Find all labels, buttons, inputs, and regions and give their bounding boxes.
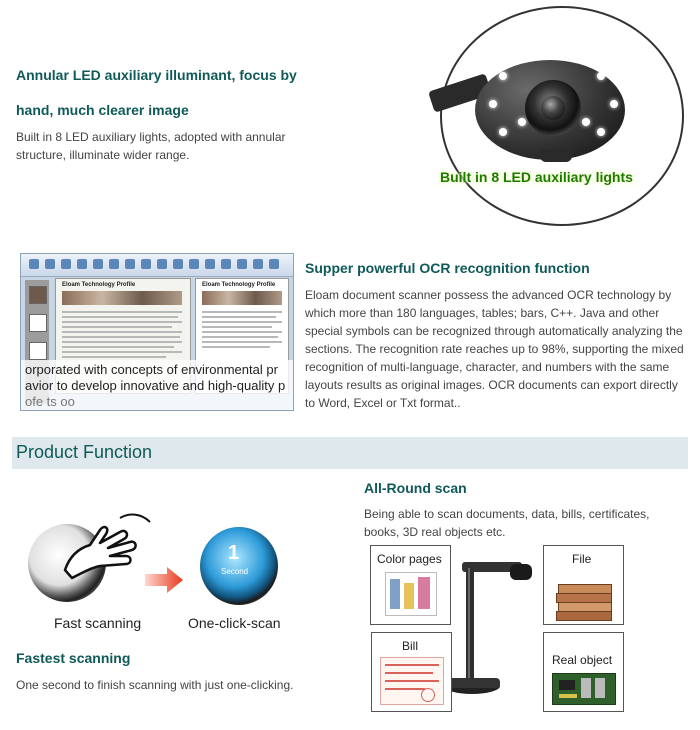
scanner-device-image (440, 560, 540, 700)
circuit-board-image (552, 673, 616, 705)
text-line (202, 331, 282, 333)
page-thumbnail (29, 286, 47, 304)
toolbar-icon (77, 259, 87, 269)
toolbar-icon (173, 259, 183, 269)
bill-stamp (421, 688, 435, 702)
ocr-toolbar (21, 254, 293, 277)
arrow-right-icon (145, 565, 185, 595)
text-line (62, 326, 172, 328)
one-click-scan-label: One-click-scan (188, 615, 281, 631)
toolbar-icon (221, 259, 231, 269)
toolbar-icon (109, 259, 119, 269)
text-line (62, 321, 182, 323)
toolbar-icon (45, 259, 55, 269)
zoomed-text-line: orporated with concepts of environmental pr (25, 362, 278, 377)
fastest-scanning-description: One second to finish scanning with just one-clicking. (16, 678, 294, 692)
text-line (62, 341, 182, 343)
led-image-caption: Built in 8 LED auxiliary lights (440, 169, 633, 185)
led-light (610, 100, 618, 108)
fastest-scanning-title: Fastest scanning (16, 650, 131, 666)
card-bill (371, 632, 452, 712)
zoomed-text-line: avior to develop innovative and high-quality p (25, 378, 286, 393)
toolbar-icon (125, 259, 135, 269)
led-light (597, 128, 605, 136)
trace (559, 694, 577, 698)
led-light (518, 118, 526, 126)
text-line (202, 336, 278, 338)
led-description: Built in 8 LED auxiliary lights, adopted with annular structure, illuminate wider range. (16, 130, 286, 162)
page-thumbnail (29, 314, 47, 332)
card-label: Real object (552, 653, 613, 667)
chip (559, 680, 575, 690)
bill-line (385, 672, 433, 674)
led-title-line2: hand, much clearer image (16, 102, 189, 118)
bill-line (385, 664, 439, 666)
text-line (62, 316, 178, 318)
text-line (62, 311, 182, 313)
product-function-heading: Product Function (16, 442, 153, 462)
color-block (390, 579, 400, 609)
text-line (202, 326, 272, 328)
color-block (404, 583, 414, 609)
toolbar-icon (237, 259, 247, 269)
all-round-scan-title: All-Round scan (364, 480, 467, 496)
ocr-title: Supper powerful OCR recognition function (305, 260, 590, 276)
toolbar-icon (157, 259, 167, 269)
text-line (62, 346, 174, 348)
page-photo (62, 291, 182, 305)
led-light (489, 100, 497, 108)
text-line (202, 316, 276, 318)
camera-neck (540, 150, 572, 162)
card-label: Bill (402, 639, 419, 653)
recognized-page-title: Eloam Technology Profile (202, 282, 276, 288)
toolbar-icon (189, 259, 199, 269)
led-light (582, 118, 590, 126)
camera-lens-core (541, 96, 565, 120)
badge-text: Second (221, 567, 249, 576)
text-line (62, 351, 182, 353)
book-icon (556, 611, 612, 621)
color-block (418, 577, 430, 609)
one-second-badge (200, 527, 278, 605)
badge-number: 1 (228, 542, 240, 564)
slot (581, 678, 591, 698)
all-round-scan-description: Being able to scan documents, data, bills, certificates, books, 3D real objects etc. (364, 507, 650, 539)
toolbar-icon (269, 259, 279, 269)
toolbar-icon (29, 259, 39, 269)
led-light (499, 128, 507, 136)
page-photo (202, 291, 282, 305)
ocr-description: Eloam document scanner possess the advanced OCR technology by which more than 180 languages, tables; bars, C++. Java and other special symbols can be recognized through automatically analyzing the sections. The recognition rate reaches up to 98%, supporting the mixed recognition of multi-language, character, and numbers with the same layouts results as original images. OCR documents can export directly to Word, Excel or Txt format.. (305, 288, 684, 410)
text-line (202, 346, 270, 348)
text-line (62, 356, 166, 358)
card-label: File (572, 552, 592, 566)
toolbar-icon (61, 259, 71, 269)
bill-line (385, 680, 439, 682)
bill-image (380, 657, 444, 705)
text-line (202, 341, 282, 343)
page-thumbnail (29, 342, 47, 360)
led-title-line1: Annular LED auxiliary illuminant, focus by (16, 67, 297, 83)
toolbar-icon (253, 259, 263, 269)
led-light (499, 72, 507, 80)
card-color-pages (370, 545, 451, 625)
zoomed-text-line: ofe ts oo (25, 394, 75, 409)
card-label: Color pages (377, 552, 442, 566)
color-page-image (385, 572, 437, 616)
toolbar-icon (141, 259, 151, 269)
text-line (202, 321, 282, 323)
slot (595, 678, 605, 698)
ocr-screenshot (20, 253, 294, 411)
text-line (62, 331, 182, 333)
toolbar-icon (93, 259, 103, 269)
text-line (202, 311, 282, 313)
bill-line (385, 688, 425, 690)
card-real-object (543, 632, 624, 712)
scanned-page-title: Eloam Technology Profile (62, 282, 136, 288)
text-line (62, 336, 180, 338)
card-file (543, 545, 624, 625)
led-light (597, 72, 605, 80)
toolbar-icon (205, 259, 215, 269)
fast-scanning-label: Fast scanning (54, 615, 142, 631)
